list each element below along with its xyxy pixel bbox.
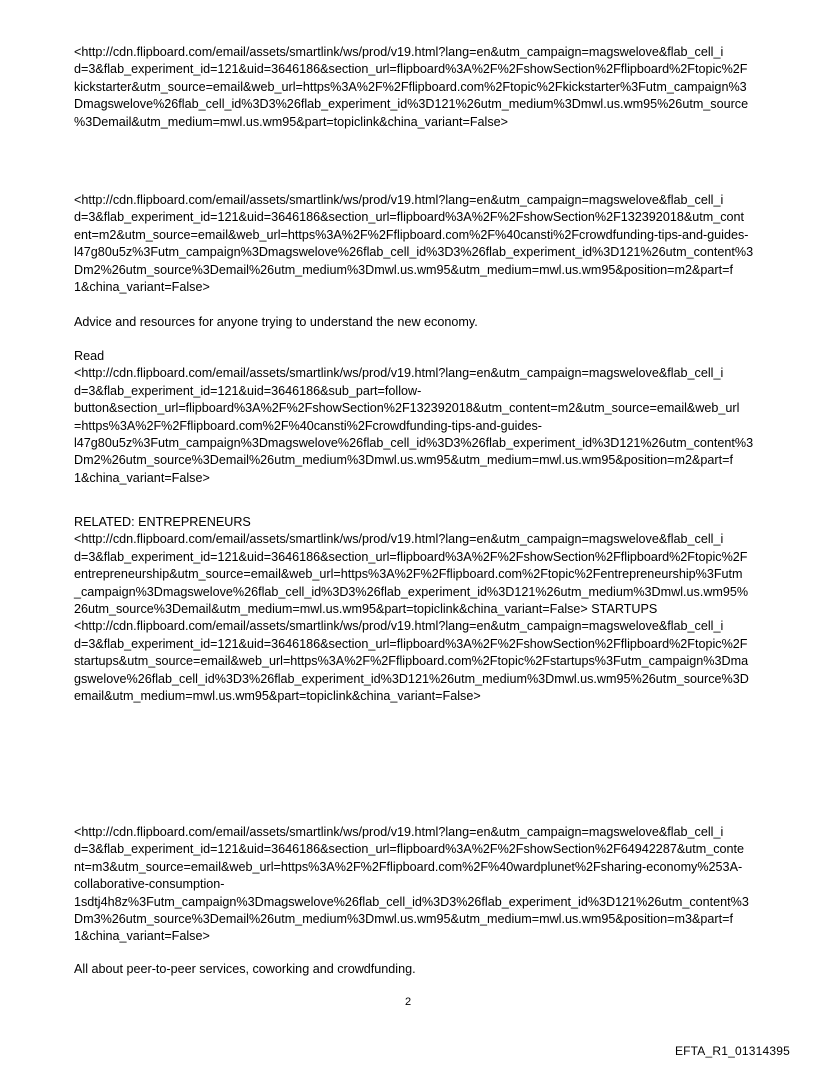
text-line: nt=m3&utm_source=email&web_url=https%3A%2F%2Fflipboard.com%2F%40wardplunet%2Fsharing-economy%253A- [74,859,743,874]
text-line: <http://cdn.flipboard.com/email/assets/smartlink/ws/prod/v19.html?lang=en&utm_campaign=magswelove&flab_cell_i [74,45,724,59]
text-line: <http://cdn.flipboard.com/email/assets/smartlink/ws/prod/v19.html?lang=en&utm_campaign=magswelove&flab_cell_i [74,366,724,381]
related-topics-block [74,514,749,705]
description-peer-to-peer [74,961,416,978]
link-block-kickstarter [74,44,748,131]
text-line: 26utm_source%3Demail&utm_medium=mwl.us.wm95&part=topiclink&china_variant=False> STARTUPS [74,602,658,617]
text-line: 1&china_variant=False> [74,470,210,485]
text-line: d=3&flab_experiment_id=121&uid=3646186&section_url=flipboard%3A%2F%2FshowSection%2Fflipboard%2Ftopic%2F [74,636,748,651]
related-heading: RELATED: ENTREPRENEURS [74,515,251,529]
text-line: 1&china_variant=False> [74,280,210,295]
text-line: 1sdtj4h8z%3Futm_campaign%3Dmagswelove%26flab_cell_id%3D3%26flab_experiment_id%3D121%26utm_content%3 [74,894,749,909]
text-line: d=3&flab_experiment_id=121&uid=3646186&section_url=flipboard%3A%2F%2FshowSection%2Fflipboard%2Ftopic%2F [74,62,748,77]
text-line: d=3&flab_experiment_id=121&uid=3646186&sub_part=follow- [74,383,422,398]
text-line: <http://cdn.flipboard.com/email/assets/smartlink/ws/prod/v19.html?lang=en&utm_campaign=magswelove&flab_cell_i [74,619,724,634]
text-line: <http://cdn.flipboard.com/email/assets/smartlink/ws/prod/v19.html?lang=en&utm_campaign=magswelove&flab_cell_i [74,532,724,547]
bates-number: EFTA_R1_01314395 [674,1044,790,1058]
text-line: d=3&flab_experiment_id=121&uid=3646186&section_url=flipboard%3A%2F%2FshowSection%2F132392018&utm_cont [74,210,745,225]
text-line: d=3&flab_experiment_id=121&uid=3646186&section_url=flipboard%3A%2F%2FshowSection%2F64942287&utm_conte [74,842,745,857]
link-block-crowdfunding [74,192,753,296]
text-line: d=3&flab_experiment_id=121&uid=3646186&section_url=flipboard%3A%2F%2FshowSection%2Fflipboard%2Ftopic%2F [74,549,748,564]
text-line: Advice and resources for anyone trying to understand the new economy. [74,315,478,329]
description-new-economy [74,314,478,331]
text-line: 1&china_variant=False> [74,929,210,944]
text-line: Dm3%26utm_source%3Demail%26utm_medium%3Dmwl.us.wm95&utm_medium=mwl.us.wm95&position=m3&part=f [74,912,733,927]
text-line: _campaign%3Dmagswelove%26flab_cell_id%3D3%26flab_experiment_id%3D121%26utm_medium%3Dmwl.us.wm95% [74,584,749,599]
page-number: 2 [404,996,412,1008]
text-line: l47g80u5z%3Futm_campaign%3Dmagswelove%26flab_cell_id%3D3%26flab_experiment_id%3D121%26utm_content%3 [74,436,754,451]
text-line: =https%3A%2F%2Fflipboard.com%2F%40cansti%2Fcrowdfunding-tips-and-guides- [74,418,542,433]
text-line: gswelove%26flab_cell_id%3D3%26flab_experiment_id%3D121%26utm_medium%3Dmwl.us.wm95%26utm_source%3D [74,671,749,686]
text-line: entrepreneurship&utm_source=email&web_url=https%3A%2F%2Fflipboard.com%2Ftopic%2Fentrepreneurship%3Futm [74,567,743,582]
text-line: l47g80u5z%3Futm_campaign%3Dmagswelove%26flab_cell_id%3D3%26flab_experiment_id%3D121%26utm_content%3 [74,245,754,260]
text-line: email&utm_medium=mwl.us.wm95&part=topiclink&china_variant=False> [74,689,481,704]
link-block-sharing-economy [74,824,749,946]
text-line: kickstarter&utm_source=email&web_url=https%3A%2F%2Fflipboard.com%2Ftopic%2Fkickstarter%3Futm_campaign%3 [74,79,747,94]
text-line: All about peer-to-peer services, coworking and crowdfunding. [74,962,416,976]
text-line: %3Demail&utm_medium=mwl.us.wm95&part=topiclink&china_variant=False> [74,114,508,129]
text-line: button&section_url=flipboard%3A%2F%2FshowSection%2F132392018&utm_content=m2&utm_source=email&web_url [74,401,740,416]
text-line: <http://cdn.flipboard.com/email/assets/smartlink/ws/prod/v19.html?lang=en&utm_campaign=magswelove&flab_cell_i [74,193,724,207]
read-link-block [74,348,753,487]
text-line: collaborative-consumption- [74,877,225,892]
read-label: Read [74,349,105,363]
text-line: startups&utm_source=email&web_url=https%3A%2F%2Fflipboard.com%2Ftopic%2Fstartups%3Futm_campaign%3Dma [74,654,749,669]
text-line: <http://cdn.flipboard.com/email/assets/smartlink/ws/prod/v19.html?lang=en&utm_campaign=magswelove&flab_cell_i [74,825,724,839]
text-line: ent=m2&utm_source=email&web_url=https%3A%2F%2Fflipboard.com%2F%40cansti%2Fcrowdfunding-tips-and-guides- [74,227,749,242]
text-line: Dm2%26utm_source%3Demail%26utm_medium%3Dmwl.us.wm95&utm_medium=mwl.us.wm95&position=m2&part=f [74,453,733,468]
text-line: Dmagswelove%26flab_cell_id%3D3%26flab_experiment_id%3D121%26utm_medium%3Dmwl.us.wm95%26utm_source [74,97,749,112]
text-line: Dm2%26utm_source%3Demail%26utm_medium%3Dmwl.us.wm95&utm_medium=mwl.us.wm95&position=m2&part=f [74,262,733,277]
